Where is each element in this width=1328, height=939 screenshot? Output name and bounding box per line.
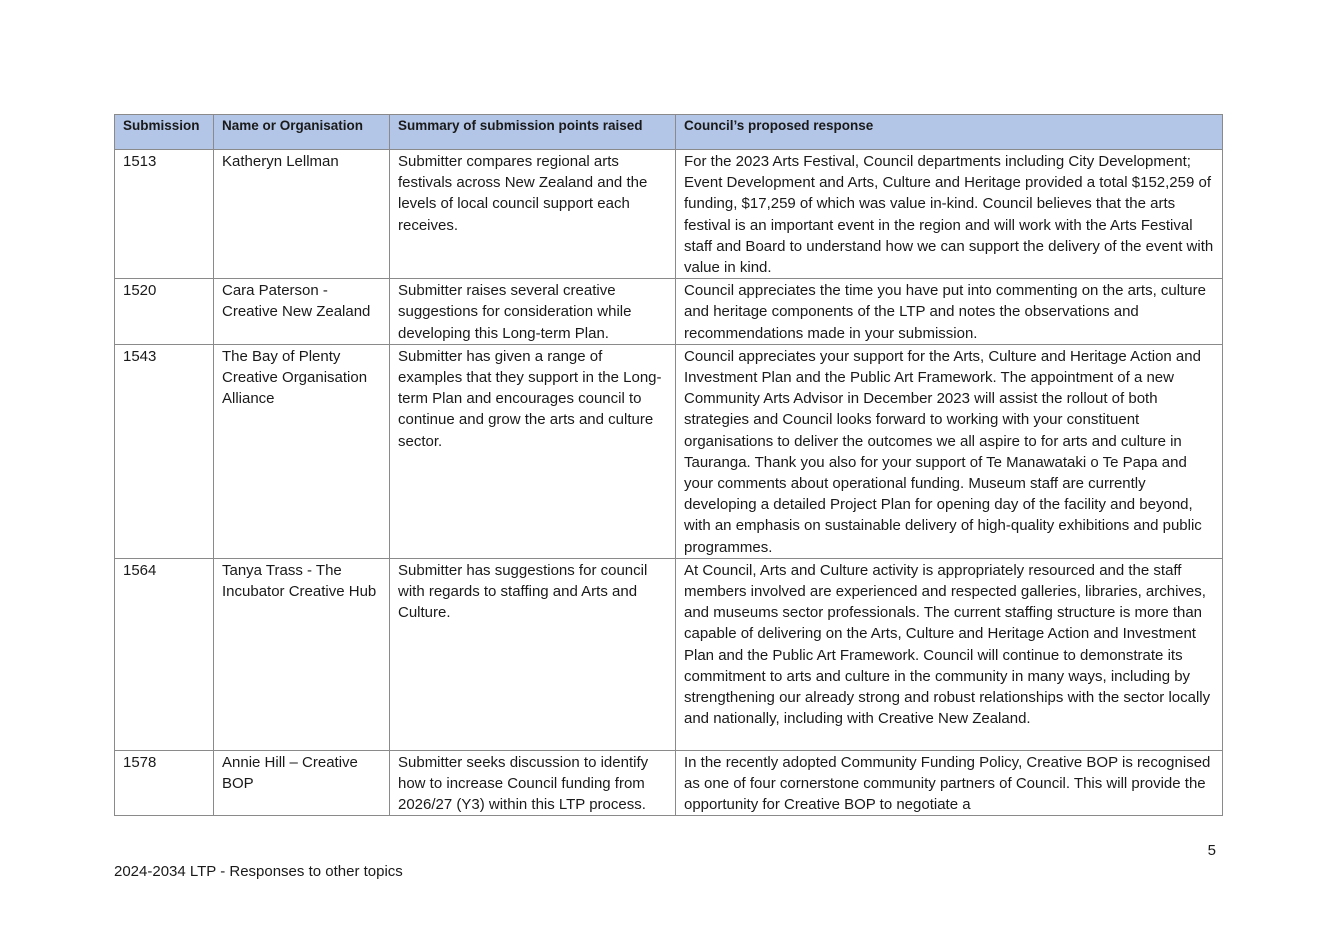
submission-number: 1513 — [115, 150, 214, 279]
page-footer: 2024-2034 LTP - Responses to other topics — [114, 863, 403, 880]
council-response: In the recently adopted Community Funding Policy, Creative BOP is recognised as one of four cornerstone community partners of Council. This will provide the opportunity for Creative BOP to negotiate a — [676, 750, 1223, 816]
submitter-name: Tanya Trass - The Incubator Creative Hub — [214, 558, 390, 750]
submitter-name: Katheryn Lellman — [214, 150, 390, 279]
table-header-row — [115, 115, 1223, 150]
table-row — [115, 558, 1223, 750]
council-response: Council appreciates your support for the Arts, Culture and Heritage Action and Investment Plan and the Public Art Framework. The appointment of a new Community Arts Advisor in December 2023 will assist the rollout of both strategies and Council looks forward to working with your constituent organisations to deliver the outcomes we all aspire to for arts and culture in Tauranga. Thank you also for your support of Te Manawataki o Te Papa and your comments about operational funding. Museum staff are currently developing a detailed Project Plan for opening day of the facility and beyond, with an emphasis on sustainable delivery of high-quality exhibitions and public programmes. — [676, 344, 1223, 558]
table-row — [115, 150, 1223, 279]
header-submission: Submission — [115, 115, 214, 150]
submission-number: 1578 — [115, 750, 214, 816]
submission-summary: Submitter compares regional arts festivals across New Zealand and the levels of local council support each receives. — [390, 150, 676, 279]
submission-number: 1543 — [115, 344, 214, 558]
submitter-name: Cara Paterson - Creative New Zealand — [214, 279, 390, 345]
submitter-name: Annie Hill – Creative BOP — [214, 750, 390, 816]
submitter-name: The Bay of Plenty Creative Organisation Alliance — [214, 344, 390, 558]
council-response: For the 2023 Arts Festival, Council departments including City Development; Event Development and Arts, Culture and Heritage provided a total $152,259 of funding, $17,259 of which was value in-kind. Council believes that the arts festival is an important event in the region and will work with the Arts Festival staff and Board to understand how we can support the delivery of the event with value in kind. — [676, 150, 1223, 279]
submissions-table — [114, 114, 1223, 816]
council-response: At Council, Arts and Culture activity is appropriately resourced and the staff members involved are experienced and respected galleries, libraries, archives, and museums sector professionals. The current staffing structure is more than capable of delivering on the Arts, Culture and Heritage Action and Investment Plan and the Public Art Framework. Council will continue to demonstrate its commitment to arts and culture in the community in many ways, including by strengthening our already strong and robust relationships with the sector locally and nationally, including with Creative New Zealand. — [676, 558, 1223, 750]
table-row — [115, 344, 1223, 558]
submission-summary: Submitter raises several creative suggestions for consideration while developing this Long-term Plan. — [390, 279, 676, 345]
page-number: 5 — [1207, 842, 1216, 859]
table-row — [115, 279, 1223, 345]
table-row — [115, 750, 1223, 816]
header-council-response: Council’s proposed response — [676, 115, 1223, 150]
submission-summary: Submitter has given a range of examples that they support in the Long-term Plan and encourages council to continue and grow the arts and culture sector. — [390, 344, 676, 558]
submission-summary: Submitter has suggestions for council with regards to staffing and Arts and Culture. — [390, 558, 676, 750]
submission-number: 1564 — [115, 558, 214, 750]
header-name-or-organisation: Name or Organisation — [214, 115, 390, 150]
header-summary: Summary of submission points raised — [390, 115, 676, 150]
submission-summary: Submitter seeks discussion to identify how to increase Council funding from 2026/27 (Y3) within this LTP process. — [390, 750, 676, 816]
submission-number: 1520 — [115, 279, 214, 345]
council-response: Council appreciates the time you have put into commenting on the arts, culture and heritage components of the LTP and notes the observations and recommendations made in your submission. — [676, 279, 1223, 345]
